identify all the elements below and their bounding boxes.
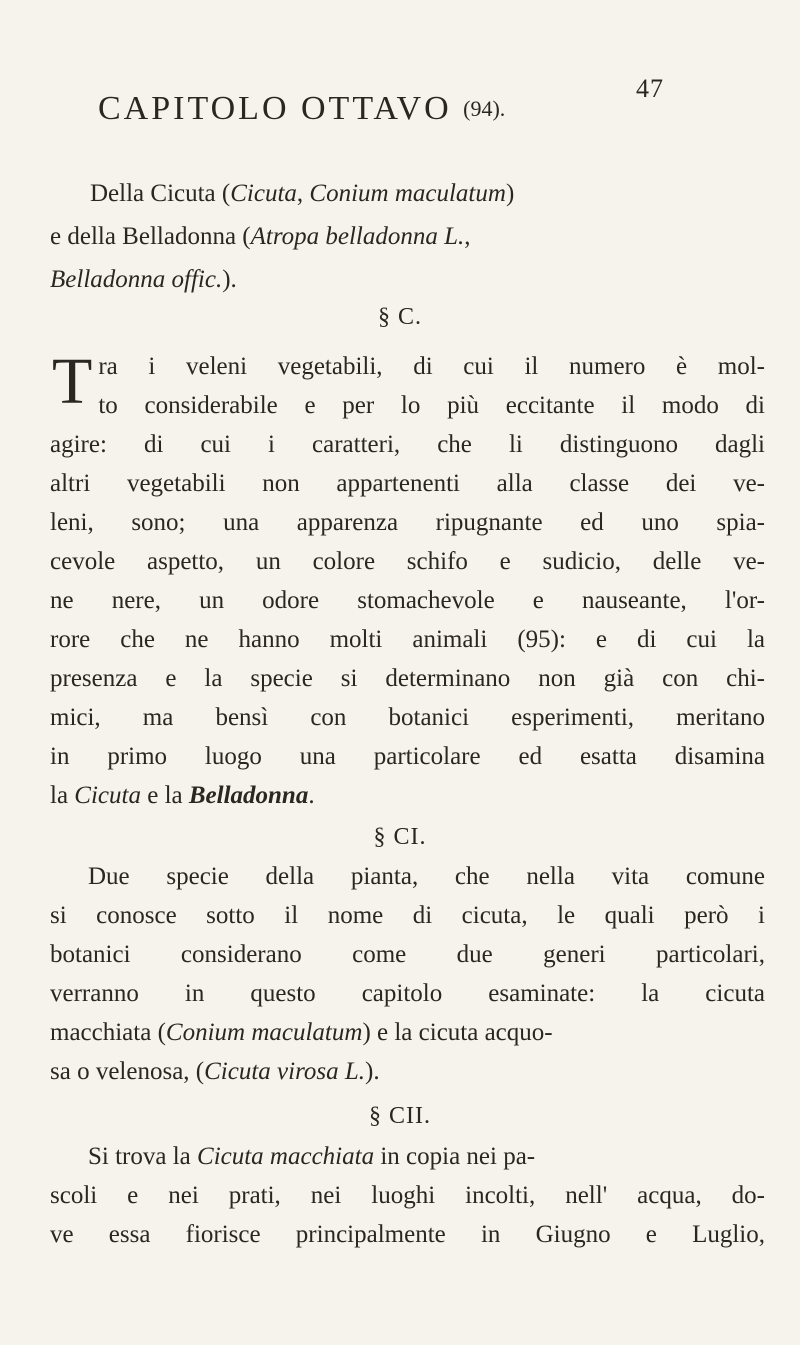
chapter-note-ref: (94).: [463, 96, 506, 121]
subtitle-italic: Belladonna offic.: [50, 266, 223, 293]
italic-run: Cicuta virosa L.: [204, 1058, 366, 1085]
text-run: e la: [140, 782, 189, 809]
italic-run: Conium maculatum: [165, 1019, 363, 1046]
paragraph-1: [50, 347, 765, 815]
subtitle-line-3: [50, 258, 750, 301]
chapter-title-text: CAPITOLO OTTAVO: [98, 90, 452, 127]
text-line: altri vegetabili non appartenenti alla classe dei ve-: [50, 470, 765, 497]
subtitle-italic: Atropa belladonna L.: [250, 223, 465, 250]
text-run: macchiata (: [50, 1019, 166, 1046]
text-run: ) e la cicuta acquo-: [362, 1019, 553, 1046]
subtitle-line-2: [50, 215, 750, 258]
text-line: si conosce sotto il nome di cicuta, le quali però i: [50, 902, 765, 929]
italic-run: Belladonna: [188, 782, 309, 809]
text-line: scoli e nei prati, nei luoghi incolti, nell' acqua, do-: [50, 1182, 765, 1209]
text-line: cevole aspetto, un colore schifo e sudicio, delle ve-: [50, 548, 765, 575]
paragraph-2: [50, 857, 765, 1091]
chapter-title: [98, 90, 658, 128]
text-line: [50, 1137, 765, 1176]
text-run: .: [308, 782, 315, 809]
text-line: [50, 1052, 765, 1091]
text-line: ra i veleni vegetabili, di cui il numero è mol-: [98, 353, 765, 380]
subtitle-italic: Cicuta: [230, 180, 297, 207]
text-line: Due specie della pianta, che nella vita comune: [88, 863, 765, 890]
subtitle-text: ,: [464, 223, 471, 250]
text-run: la: [50, 782, 75, 809]
subtitle-text: ,: [296, 180, 310, 207]
italic-run: Cicuta macchiata: [197, 1143, 375, 1170]
text-run: Si trova la: [88, 1143, 198, 1170]
drop-cap: T: [52, 345, 93, 418]
section-heading-c: § C.: [377, 304, 422, 330]
text-run: sa o velenosa, (: [50, 1058, 205, 1085]
text-line: [50, 1013, 765, 1052]
text-line: rore che ne hanno molti animali (95): e di cui la: [50, 626, 765, 653]
subtitle-text: ).: [222, 266, 237, 293]
paragraph-3: [50, 1137, 765, 1254]
subtitle-line-1: [50, 172, 750, 215]
subtitle-text: e della Belladonna (: [50, 223, 251, 250]
text-line: leni, sono; una apparenza ripugnante ed uno spia-: [50, 509, 765, 536]
page-number: 47: [636, 74, 664, 103]
subtitle-italic: Conium maculatum: [309, 180, 506, 207]
text-line: agire: di cui i caratteri, che li distinguono dagli: [50, 431, 765, 458]
text-line: presenza e la specie si determinano non già con chi-: [50, 665, 765, 692]
subtitle-text: ): [505, 180, 515, 207]
text-line: ve essa fiorisce principalmente in Giugno e Luglio,: [50, 1221, 765, 1248]
section-heading-ci: § CI.: [373, 824, 427, 850]
section-heading-cii: § CII.: [369, 1103, 431, 1129]
text-run: ).: [365, 1058, 380, 1085]
text-line: ne nere, un odore stomachevole e nauseante, l'or-: [50, 587, 765, 614]
text-line: to considerabile e per lo più eccitante il modo di: [98, 392, 765, 419]
text-line: verranno in questo capitolo esaminate: la cicuta: [50, 980, 765, 1007]
text-line: botanici considerano come due generi particolari,: [50, 941, 765, 968]
chapter-subtitle: [50, 172, 750, 301]
text-run: in copia nei pa-: [374, 1143, 536, 1170]
text-line: mici, ma bensì con botanici esperimenti, meritano: [50, 704, 765, 731]
subtitle-text: Della Cicuta (: [90, 180, 231, 207]
italic-run: Cicuta: [74, 782, 141, 809]
text-line: [50, 776, 765, 815]
text-line: in primo luogo una particolare ed esatta disamina: [50, 743, 765, 770]
